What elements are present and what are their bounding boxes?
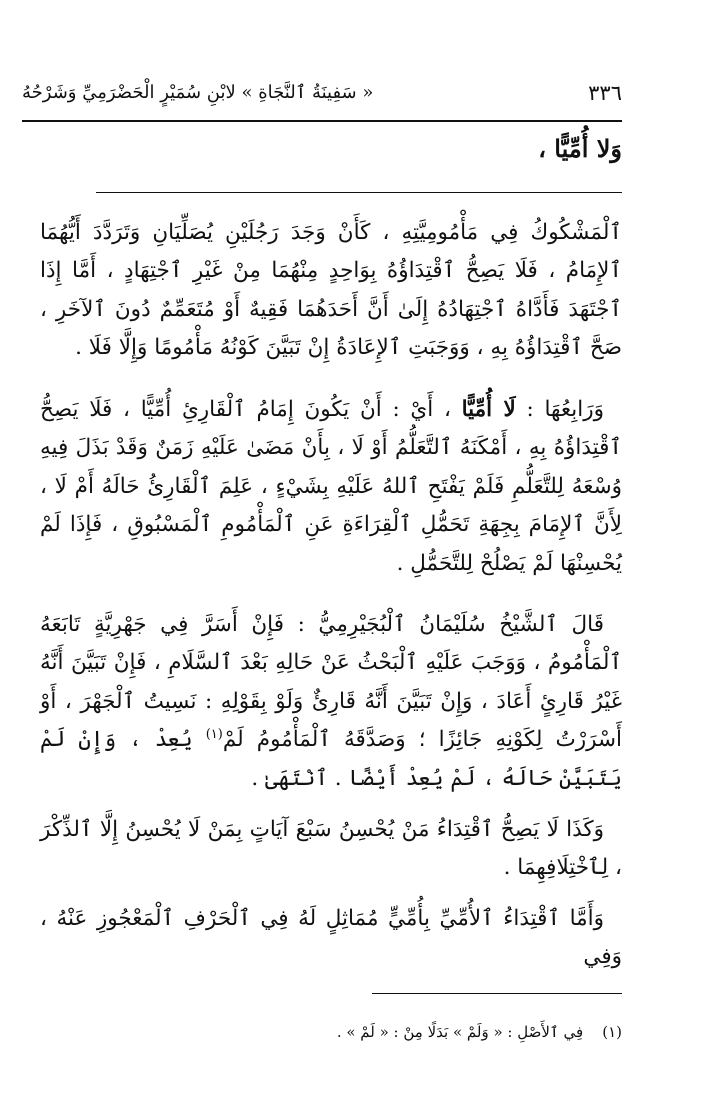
matn-separator-rule: [96, 192, 622, 193]
running-title: « سَفِينَةُ ٱلنَّجَاةِ » لابْنِ سُمَيْرٍ الْحَضْرَمِيِّ وَشَرْحُهُ: [22, 82, 374, 103]
header-rule: [22, 120, 622, 122]
footnote-reference: (١): [205, 727, 223, 743]
footnote-text: فِي ٱلأَصْلِ : « وَلَمْ » بَدَلًا مِنْ : « لَمْ » .: [336, 1023, 584, 1041]
paragraph-1: ٱلْمَشْكُوكُ فِي مَأْمُومِيَّتِهِ ، كَأَنْ وَجَدَ رَجُلَيْنِ يُصَلِّيَانِ وَتَرَدَّدَ أَيُّهُمَا ٱلإِمَامُ ، فَلَا يَصِحُّ ٱقْتِدَاؤُهُ بِوَاحِدٍ مِنْهُمَا مِنْ غَيْرِ ٱجْتِهَادٍ ، أَمَّا إِذَا ٱجْتَهَدَ فَأَدَّاهُ ٱجْتِهَادُهُ إِلَىٰ أَنَّ أَحَدَهُمَا فَقِيهٌ أَوْ مُتَعَمِّمٌ دُونَ ٱلآخَرِ ، صَحَّ ٱقْتِدَاؤُهُ بِهِ ، وَوَجَبَتِ ٱلإِعَادَةُ إِنْ تَبَيَّنَ كَوْنُهُ مَأْمُومًا وَإِلَّا فَلَا .: [40, 220, 622, 361]
paragraph-2: [40, 391, 622, 584]
paragraph-3-after: يُعِدْ ، وَإِنْ لَمْ يَتَبَيَّنْ حَالَهُ ، لَمْ يُعِدْ أَيْضًا . ٱنْتَهَىٰ .: [40, 727, 622, 791]
page-header: [22, 78, 622, 108]
matn-text: وَلا أُمِّيًّا ،: [538, 134, 622, 163]
footnote-number: (١): [602, 1023, 622, 1041]
commentary-body: [40, 214, 622, 1000]
footnote: [200, 1020, 622, 1044]
paragraph-2-lead: وَرَابِعُهَا :: [515, 396, 605, 422]
footnote-rule: [372, 993, 622, 994]
paragraph-5: وَأَمَّا ٱقْتِدَاءُ ٱلأُمِّيِّ بِأُمِّيٍّ مُمَاثِلٍ لَهُ فِي ٱلْحَرْفِ ٱلْمَعْجُوزِ عَنْهُ ، وَفِي: [40, 905, 622, 970]
paragraph-2-rest: ، أَيْ : أَنْ يَكُونَ إِمَامُ ٱلْقَارِئِ أُمِّيًّا ، فَلَا يَصِحُّ ٱقْتِدَاؤُهُ بِهِ ، أَمْكَنَهُ ٱلتَّعَلُّمُ أَوْ لَا ، بِأَنْ مَضَىٰ عَلَيْهِ زَمَنٌ وَقَدْ بَذَلَ فِيهِ وُسْعَهُ لِلتَّعَلُّمِ فَلَمْ يَفْتَحِ ٱللهُ عَلَيْهِ بِشَيْءٍ ، عَلِمَ ٱلْقَارِئُ حَالَهُ أَمْ لَا ، لِأَنَّ ٱلإِمَامَ بِجِهَةِ تَحَمُّلِ ٱلْقِرَاءَةِ عَنِ ٱلْمَأْمُومِ ٱلْمَسْبُوقِ ، فَإِذَا لَمْ يُحْسِنْهَا لَمْ يَصْلُحْ لِلتَّحَمُّلِ .: [40, 396, 622, 576]
page-number: ٣٣٦: [588, 81, 622, 105]
paragraph-4: وَكَذَا لَا يَصِحُّ ٱقْتِدَاءُ مَنْ يُحْسِنُ سَبْعَ آيَاتٍ بِمَنْ لَا يُحْسِنُ إِلَّا ٱلذِّكْرَ ، لِٱخْتِلَافِهِمَا .: [40, 816, 622, 881]
paragraph-3: [40, 606, 622, 799]
quoted-matn-phrase: لَا أُمِّيًّا: [461, 396, 516, 422]
paragraph-3-before: قَالَ ٱلشَّيْخُ سُلَيْمَانُ ٱلْبُجَيْرِمِيُّ : فَإِنْ أَسَرَّ فِي جَهْرِيَّةٍ تَابَعَهُ ٱلْمَأْمُومُ ، وَوَجَبَ عَلَيْهِ ٱلْبَحْثُ عَنْ حَالِهِ بَعْدَ ٱلسَّلَامِ ، فَإِنْ تَبَيَّنَ أَنَّهُ غَيْرُ قَارِئٍ أَعَادَ ، وَإِنْ تَبَيَّنَ أَنَّهُ قَارِئٌ وَلَوْ بِقَوْلِهِ : نَسِيتُ ٱلْجَهْرَ ، أَوْ أَسْرَرْتُ لِكَوْنِهِ جَائِزًا ؛ وَصَدَّقَهُ ٱلْمَأْمُومُ لَمْ: [40, 611, 623, 753]
